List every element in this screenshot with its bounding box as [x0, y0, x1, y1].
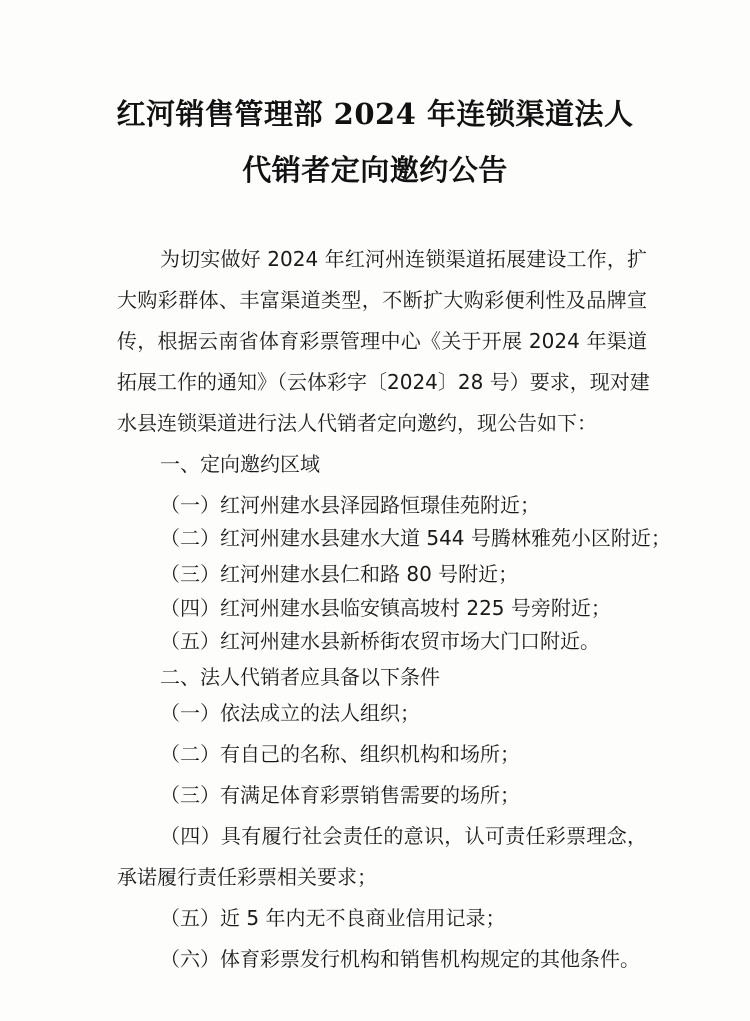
section-1-item-3: （三）红河州建水县仁和路 80 号附近； — [160, 562, 519, 586]
section-2-item-5: （五）近 5 年内无不良商业信用记录； — [160, 906, 506, 930]
section-1-item-4: （四）红河州建水县临安镇高坡村 225 号旁附近； — [160, 596, 611, 620]
section-2-item-4-continued: 承诺履行责任彩票相关要求； — [117, 865, 377, 889]
intro-line-5: 水县连锁渠道进行法人代销者定向邀约，现公告如下： — [117, 411, 597, 435]
intro-line-1: 为切实做好 2024 年红河州连锁渠道拓展建设工作，扩 — [160, 247, 647, 271]
section-1-item-1: （一）红河州建水县泽园路恒璟佳苑附近； — [160, 493, 540, 517]
section-2-item-2: （二）有自己的名称、组织机构和场所； — [160, 742, 520, 766]
intro-line-4: 拓展工作的通知》（云体彩字〔2024〕28 号）要求，现对建 — [117, 370, 650, 394]
intro-line-3: 传，根据云南省体育彩票管理中心《关于开展 2024 年渠道 — [117, 329, 647, 353]
section-2-heading: 二、法人代销者应具备以下条件 — [160, 665, 440, 689]
section-2-item-3: （三）有满足体育彩票销售需要的场所； — [160, 783, 520, 807]
section-1-item-5: （五）红河州建水县新桥街农贸市场大门口附近。 — [160, 629, 600, 653]
intro-line-2: 大购彩群体、丰富渠道类型，不断扩大购彩便利性及品牌宣 — [117, 288, 647, 312]
section-1-heading: 一、定向邀约区域 — [160, 452, 320, 476]
section-2-item-6: （六）体育彩票发行机构和销售机构规定的其他条件。 — [160, 947, 640, 971]
section-2-item-1: （一）依法成立的法人组织； — [160, 701, 420, 725]
section-2-item-4: （四）具有履行社会责任的意识，认可责任彩票理念， — [160, 824, 647, 848]
document-title-line-2: 代销者定向邀约公告 — [242, 153, 508, 187]
section-1-item-2: （二）红河州建水县建水大道 544 号腾林雅苑小区附近； — [160, 526, 671, 550]
document-title-line-1: 红河销售管理部 2024 年连锁渠道法人 — [116, 97, 634, 131]
